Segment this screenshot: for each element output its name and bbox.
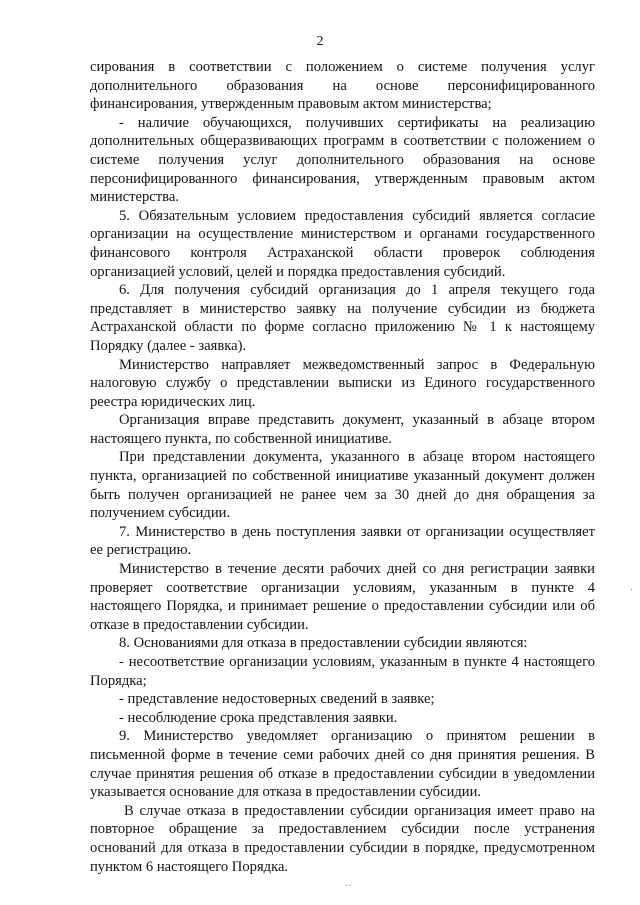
paragraph-document-validity: При представлении документа, указанного в абзаце втором настоящего пункта, организацией по собственной инициативе указанный документ должен быть получен организацией не ранее чем за 30 дней до дня обращения за получением субсидии. bbox=[90, 449, 595, 522]
page-number: 2 bbox=[316, 34, 324, 49]
paragraph-item-6: 6. Для получения субсидий организация до 1 апреля текущего года представляет в министерство заявку на получение субсидии из бюджета Астраханской области по форме согласно приложению № 1 к настоящему Порядку (далее - заявка). bbox=[90, 282, 595, 354]
list-item-false-information: - представление недостоверных сведений в заявке; bbox=[119, 691, 435, 708]
paragraph-review-period: Министерство в течение десяти рабочих дней со дня регистрации заявки проверяет соответствие организации условиям, указанным в пункте 4 настоящего Порядка, и принимает решение о предоставлении субсидии или об отказе в предоставлении субсидии. bbox=[90, 561, 595, 633]
document-body bbox=[90, 58, 595, 876]
paragraph-students-with-certificates: - наличие обучающихся, получивших сертификаты на реализацию дополнительных общеразвивающих программ в соответствии с положением о системе получения услуг дополнительного образования на основе персонифицированного финансирования, утвержденным правовым актом министерства. bbox=[90, 114, 595, 206]
scan-speck: ·· bbox=[345, 881, 352, 892]
list-item-nonconformity: - несоответствие организации условиям, указанным в пункте 4 настоящего Порядка; bbox=[90, 654, 595, 689]
paragraph-item-9: 9. Министерство уведомляет организацию о принятом решении в письменной форме в течение семи рабочих дней со дня принятия решения. В случае принятия решения об отказе в предоставлении субсидии в уведомлении указывается основание для отказа в предоставлении субсидии. bbox=[90, 728, 595, 801]
paragraph-item-5: 5. Обязательным условием предоставления субсидий является согласие организации на осуществление министерством и органами государственного финансового контроля Астраханской области проверок соблюдения организацией условий, целей и порядка предоставления субсидий. bbox=[90, 207, 595, 280]
list-item-missed-deadline: - несоблюдение срока представления заявки. bbox=[119, 709, 398, 726]
paragraph-item-7: 7. Министерство в день поступления заявки от организации осуществляет ее регистрацию. bbox=[90, 523, 595, 559]
paragraph-own-initiative: Организация вправе представить документ, указанный в абзаце втором настоящего пункта, по собственной инициативе. bbox=[90, 412, 595, 447]
paragraph-item-8: 8. Основаниями для отказа в предоставлении субсидии являются: bbox=[119, 635, 528, 652]
paragraph-interagency-request: Министерство направляет межведомственный запрос в Федеральную налоговую службу о представлении выписки из Единого государственного реестра юридических лиц. bbox=[90, 356, 595, 410]
paragraph-sirovaniya-continuation: сирования в соответствии с положением о системе получения услуг дополнительного образования на основе персонифицированного финансирования, утвержденным правовым актом министерства; bbox=[90, 59, 595, 113]
paragraph-reapplication: В случае отказа в предоставлении субсидии организация имеет право на повторное обращение за предоставлением субсидии после устранения оснований для отказа в предоставлении субсидии в порядке, предусмотренном пунктом 6 настоящего Порядка. bbox=[90, 802, 595, 875]
scan-speck: · bbox=[630, 585, 634, 596]
